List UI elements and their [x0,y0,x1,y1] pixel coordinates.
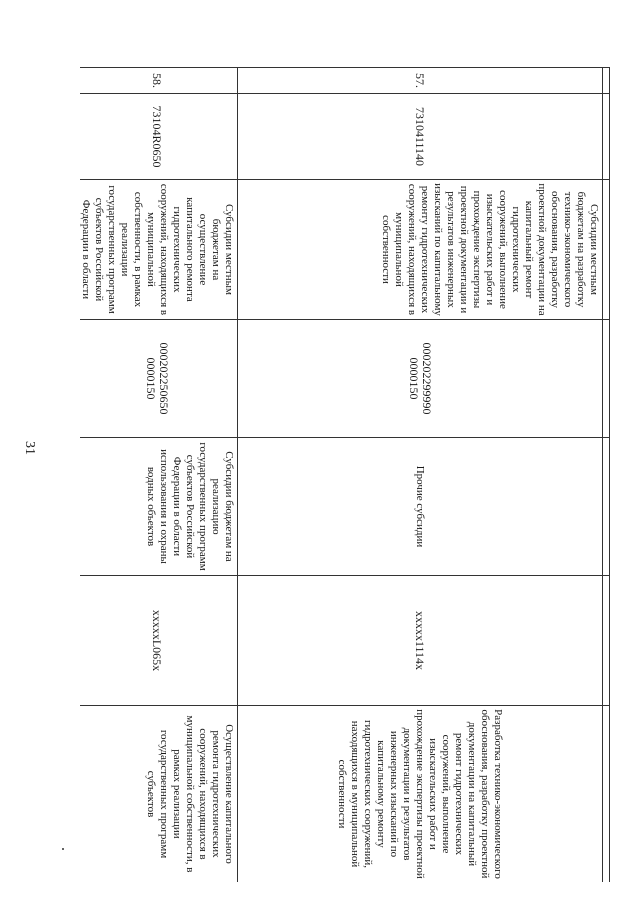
program-description: Субсидии местным бюджетам на разработку технико-экономического обоснования, разработку проектной документации на капитальный ремонт гидротехнических сооружений, выполнение изыскательских работ и прохождение экспертизы проектной документации и результатов инженерных изысканий по капитальному ремонту гидротехнических сооружений, находящихся в муниципальной собственности [238,180,603,320]
page-number: 31 [22,441,37,455]
kbk-line-1: 000202299990 [420,342,434,415]
purpose-name: Разработка технико-экономического обоснования, разработку проектной документации на капитальный ремонт гидротехнических сооружений, выполнение изыскательских работ и прохождение экспертизы проектной документации и результатов инженерных изысканий по капитальному ремонту гидротехнических сооружений, находящихся в муниципальной собственности [238,706,603,883]
budget-classification-code [80,320,238,438]
row-number: 58. [80,68,238,94]
table-cell [603,94,610,180]
table-cell [603,438,610,576]
program-code: 73104R0650 [80,94,238,180]
row-number: 57. [238,68,603,94]
budget-classification-code [238,320,603,438]
scan-speck [62,848,64,850]
purpose-name: Осуществление капитального ремонта гидротехнических сооружений, находящихся в муниципальной собственности, в рамках реализации государственных программ субъектов [80,706,238,883]
table-cell [603,706,610,883]
table-top-strip [603,68,610,883]
kbk-line-2: 0000150 [144,357,158,400]
subsidy-table [80,67,610,882]
rotated-table-content [80,67,610,882]
table-cell [603,320,610,438]
table-cell [603,576,610,706]
table-row [238,68,603,883]
kbk-line-2: 0000150 [407,357,421,400]
income-name: Субсидии бюджетам на реализацию государственных программ субъектов Российской Федерации в области использования и охраны водных объектов [80,438,238,576]
purpose-code: xxxxx1114x [238,576,603,706]
rotated-table-frame [80,67,610,882]
table-cell [603,180,610,320]
table-cell [603,68,610,94]
kbk-line-1: 000202250650 [157,342,171,415]
table-row [80,68,238,883]
program-code: 7310411140 [238,94,603,180]
purpose-code: xxxxxL065x [80,576,238,706]
program-description: Субсидии местным бюджетам на осуществление капитального ремонта гидротехнических сооружений, находящихся в муниципальной собственности, в рамках реализации государственных программ субъектов Российской Федерации в области [80,180,238,320]
income-name: Прочие субсидии [238,438,603,576]
